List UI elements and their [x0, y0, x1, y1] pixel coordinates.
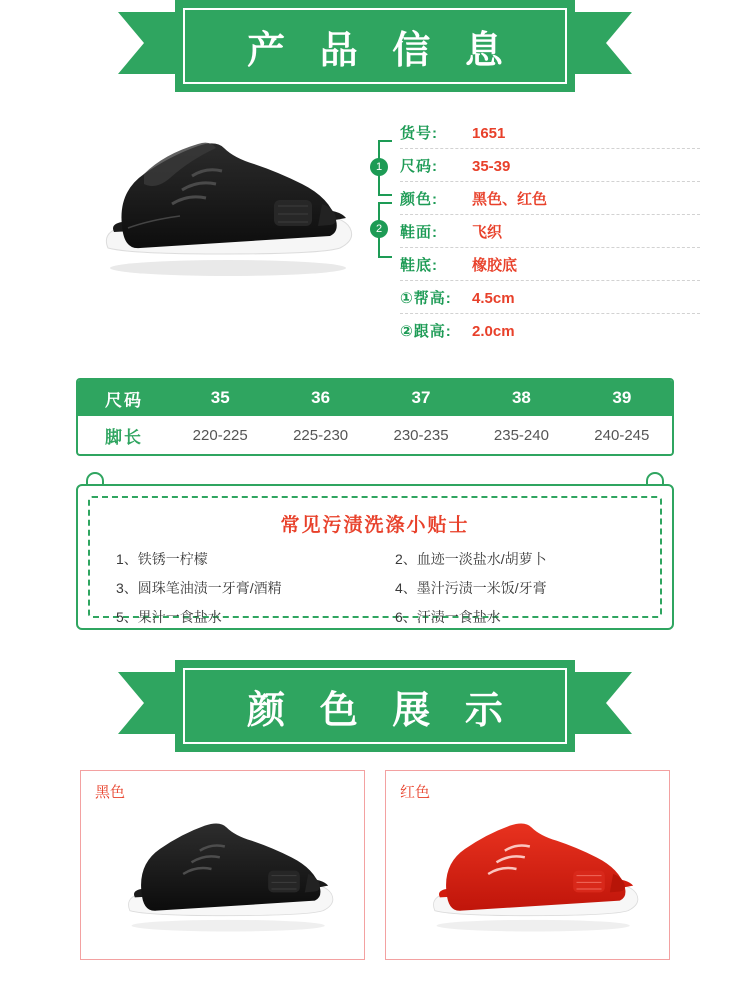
spec-row — [400, 281, 700, 314]
size-header-cell: 37 — [411, 388, 431, 407]
color-photo-black — [93, 799, 355, 949]
size-header-cell: 35 — [210, 388, 230, 407]
size-header-cell: 36 — [311, 388, 331, 407]
spec-row — [400, 116, 700, 149]
color-showcase — [0, 770, 750, 1000]
size-header-cell: 38 — [511, 388, 531, 407]
spec-list — [400, 116, 700, 346]
footlength-cell: 235-240 — [493, 426, 549, 444]
product-info-section — [0, 100, 750, 370]
footlength-cell: 240-245 — [594, 426, 650, 444]
color-card-label: 红色 — [400, 784, 431, 801]
washing-tips-inner — [88, 496, 662, 625]
spec-key: 鞋底: — [400, 257, 438, 274]
spec-value: 35-39 — [472, 158, 511, 175]
spec-value: 1651 — [472, 125, 506, 142]
ribbon-plate-inner — [183, 8, 567, 84]
size-header-cell: 39 — [612, 388, 632, 407]
size-table-header-row — [78, 380, 672, 416]
color-display-banner — [0, 660, 750, 770]
page-title: 产 品 信 息 — [247, 29, 515, 72]
tip-item: 1、铁锈一柠檬 — [116, 551, 208, 567]
ribbon-plate — [175, 660, 575, 752]
color-card-red[interactable] — [385, 770, 670, 960]
spec-value: 2.0cm — [472, 323, 515, 340]
spec-key: 颜色: — [400, 191, 438, 208]
spec-row — [400, 215, 700, 248]
ribbon-plate — [175, 0, 575, 92]
tip-item: 4、墨汁污渍一米饭/牙膏 — [395, 580, 547, 596]
spec-key: ②跟高: — [400, 323, 452, 340]
tip-item: 5、果汁一食盐水 — [116, 609, 222, 625]
footlength-cell: 220-225 — [192, 426, 248, 444]
spec-value: 4.5cm — [472, 290, 515, 307]
product-photo — [78, 108, 368, 308]
spec-key: 货号: — [400, 125, 438, 142]
size-table — [76, 378, 674, 456]
measurement-markers — [370, 140, 396, 300]
marker-badge-1: 1 — [370, 158, 388, 176]
size-table-body-row — [78, 416, 672, 454]
color-section-title: 颜 色 展 示 — [247, 689, 515, 732]
washing-tips-section — [0, 470, 750, 660]
spec-row — [400, 182, 700, 215]
spec-row — [400, 149, 700, 182]
washing-tips-box — [76, 484, 674, 630]
color-card-label: 黑色 — [95, 784, 126, 801]
spec-key: ①帮高: — [400, 290, 452, 307]
spec-value: 飞织 — [472, 224, 503, 241]
spec-row — [400, 248, 700, 281]
marker-badge-2: 2 — [370, 220, 388, 238]
size-table-section — [0, 370, 750, 470]
footlength-cell: 225-230 — [293, 426, 349, 444]
tip-item: 6、汗渍一食盐水 — [395, 609, 501, 625]
ribbon-plate-inner — [183, 668, 567, 744]
size-row-label: 尺码 — [105, 390, 143, 410]
color-photo-red — [398, 799, 660, 949]
footlength-cell: 230-235 — [393, 426, 449, 444]
color-card-black[interactable] — [80, 770, 365, 960]
spec-value: 黑色、红色 — [472, 191, 548, 208]
tip-item: 2、血迹一淡盐水/胡萝卜 — [395, 551, 547, 567]
spec-row — [400, 314, 700, 346]
footlength-row-label: 脚长 — [105, 427, 143, 447]
washing-tips-title: 常见污渍洗涤小贴士 — [280, 515, 470, 536]
tip-item: 3、圆珠笔油渍一牙膏/酒精 — [116, 580, 282, 596]
spec-key: 鞋面: — [400, 224, 438, 241]
spec-value: 橡胶底 — [472, 257, 518, 274]
washing-tips-list — [90, 549, 660, 627]
spec-key: 尺码: — [400, 158, 438, 175]
product-info-banner — [0, 0, 750, 100]
